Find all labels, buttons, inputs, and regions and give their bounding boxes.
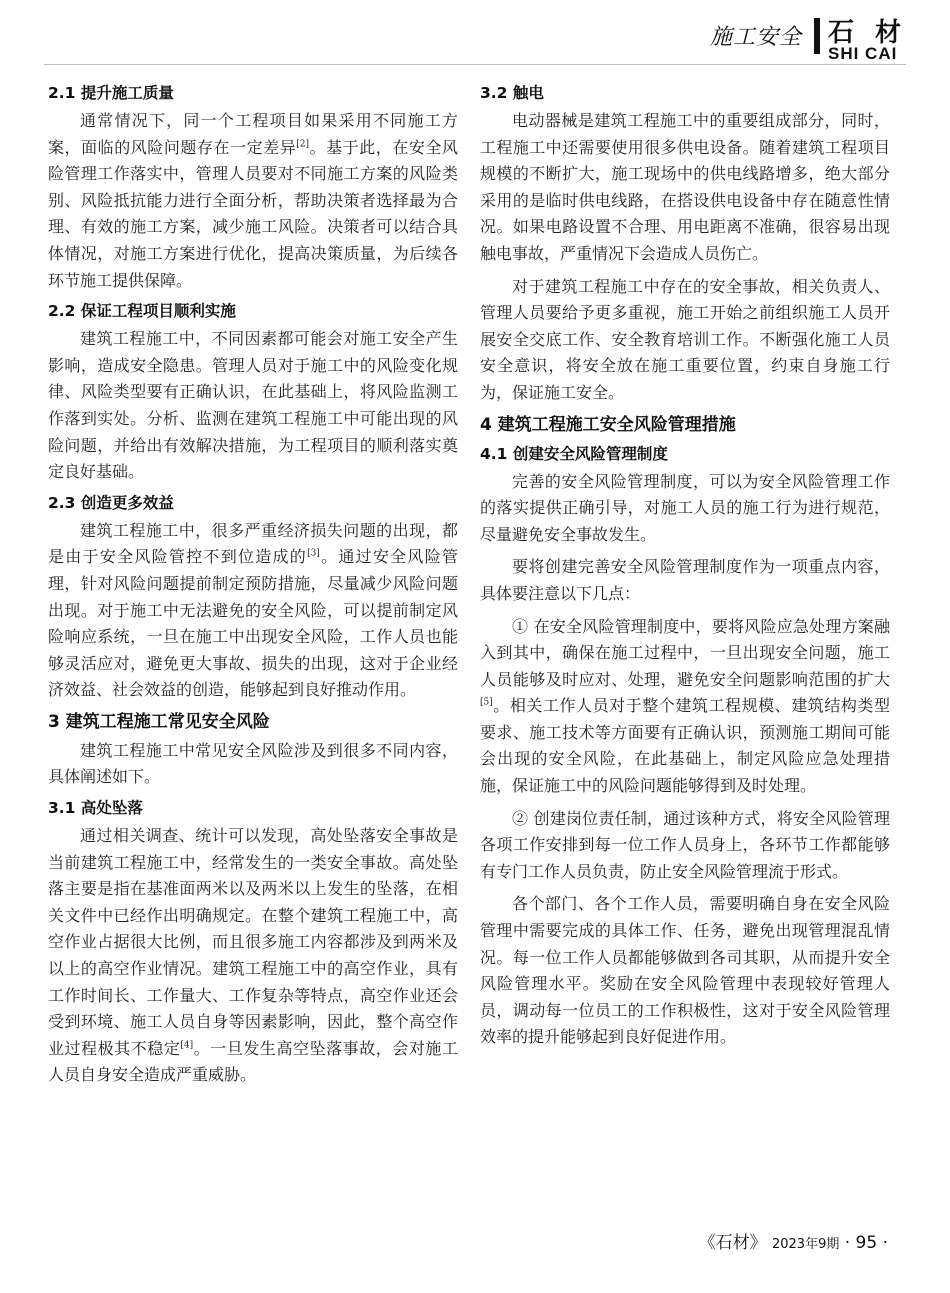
- citation-ref[interactable]: [2]: [296, 139, 310, 150]
- paragraph: 建筑工程施工中，很多严重经济损失问题的出现，都是由于安全风险管控不到位造成的[3]。通过安全风险管理，针对风险问题提前制定预防措施，尽量减少风险问题出现。对于施工中无法避免的安全风险，可以提前制定风险响应系统，一旦在施工中出现安全风险，工作人员也能够灵活应对，避免更大事故、损失的出现，这对于企业经济效益、社会效益的创造，能够起到良好推动作用。: [48, 520, 458, 700]
- paragraph: 通常情况下，同一个工程项目如果采用不同施工方案，面临的风险问题存在一定差异[2]。基于此，在安全风险管理工作落实中，管理人员要对不同施工方案的风险类别、风险抵抗能力进行全面分析，帮助决策者选择最为合理、有效的施工方案，减少施工风险。决策者可以结合具体情况，对施工方案进行优化，提高决策质量，为后续各环节施工提供保障。: [48, 111, 458, 290]
- page-footer: [699, 1228, 888, 1253]
- heading-3-1: 3.1 高处坠落: [48, 799, 143, 818]
- paragraph: 各个部门、各个工作人员，需要明确自身在安全风险管理中需要完成的具体工作、任务，避免出现管理混乱情况。每一位工作人员都能够做到各司其职，从而提升安全风险管理水平。奖励在安全风险管理中表现较好管理人员，调动每一位员工的工作积极性，这对于安全风险管理效率的提升能够起到良好促进作用。: [480, 894, 890, 1047]
- paragraph: 通过相关调查、统计可以发现，高处坠落安全事故是当前建筑工程施工中，经常发生的一类安全事故。高处坠落主要是指在基准面两米以及两米以上发生的坠落，在相关文件中已经作出明确规定。在整个建筑工程施工中，高空作业占据很大比例，而且很多施工内容都涉及到两米及以上的高空作业情况。建筑工程施工中的高空作业，具有工作时间长、工作量大、工作复杂等特点，高空作业还会受到环境、施工人员自身等因素影响，因此，整个高空作业过程极其不稳定[4]。一旦发生高空坠落事故，会对施工人员自身安全造成严重威胁。: [48, 826, 458, 1085]
- paragraph: 电动器械是建筑工程施工中的重要组成部分，同时，工程施工中还需要使用很多供电设备。随着建筑工程项目规模的不断扩大，施工现场中的供电线路增多，绝大部分采用的是临时供电线路，在搭设供电设备中存在随意性情况。如果电路设置不合理、用电距离不准确，很容易出现触电事故，严重情况下会造成人员伤亡。: [480, 111, 890, 263]
- heading-2-3: 2.3 创造更多效益: [48, 493, 174, 512]
- paragraph: 建筑工程施工中，不同因素都可能会对施工安全产生影响，造成安全隐患。管理人员对于施工中的风险变化规律、风险类型要有正确认识，在此基础上，将风险监测工作落到实处。分析、监测在建筑工程施工中可能出现的风险问题，并给出有效解决措施，为工程项目的顺利落实奠定良好基础。: [48, 329, 458, 482]
- right-column: [480, 76, 890, 1057]
- heading-2-1: 2.1 提升施工质量: [48, 84, 174, 102]
- paragraph: 建筑工程施工中常见安全风险涉及到很多不同内容，具体阐述如下。: [48, 740, 458, 787]
- paragraph: ② 创建岗位责任制，通过该种方式，将安全风险管理各项工作安排到每一位工作人员身上，各环节工作都能够有专门工作人员负责，防止安全风险管理流于形式。: [480, 808, 890, 881]
- left-column: [48, 76, 458, 1095]
- page-header: [0, 0, 950, 68]
- page-number: · 95 ·: [844, 1233, 888, 1253]
- journal-logo-cn: 石 材: [828, 18, 908, 48]
- header-divider-bar: [814, 18, 820, 54]
- paragraph: 对于建筑工程施工中存在的安全事故，相关负责人、管理人员要给予更多重视，施工开始之前组织施工人员开展安全交底工作、安全教育培训工作。不断强化施工人员安全意识，将安全放在施工重要位置，约束自身施工行为，保证施工安全。: [480, 276, 890, 402]
- footer-issue: 2023年9期: [771, 1237, 840, 1252]
- paragraph: ① 在安全风险管理制度中，要将风险应急处理方案融入到其中，确保在施工过程中，一旦出现安全问题，施工人员能够及时应对、处理，避免安全问题影响范围的扩大[5]。相关工作人员对于整个建筑工程规模、建筑结构类型要求、施工技术等方面要有正确认识，预测施工期间可能会出现的安全风险，在此基础上，制定风险应急处理措施，保证施工中的风险问题能够得到及时处理。: [480, 616, 890, 796]
- journal-logo-en: SHI CAI: [828, 44, 898, 63]
- citation-ref[interactable]: [4]: [180, 1040, 194, 1051]
- heading-4-1: 4.1 创建安全风险管理制度: [480, 444, 668, 463]
- heading-4: 4 建筑工程施工安全风险管理措施: [480, 414, 736, 435]
- heading-3: 3 建筑工程施工常见安全风险: [48, 711, 270, 732]
- paragraph: 要将创建完善安全风险管理制度作为一项重点内容，具体要注意以下几点：: [480, 557, 890, 603]
- footer-journal: 《石材》: [698, 1233, 767, 1253]
- paragraph: 完善的安全风险管理制度，可以为安全风险管理工作的落实提供正确引导，对施工人员的施工行为进行规范，尽量避免安全事故发生。: [480, 471, 890, 544]
- citation-ref[interactable]: [3]: [307, 548, 320, 559]
- heading-2-2: 2.2 保证工程项目顺利实施: [48, 302, 236, 321]
- heading-3-2: 3.2 触电: [480, 84, 544, 102]
- header-rule: [44, 64, 906, 65]
- citation-ref[interactable]: [5]: [480, 697, 493, 708]
- section-label: 施工安全: [709, 25, 802, 50]
